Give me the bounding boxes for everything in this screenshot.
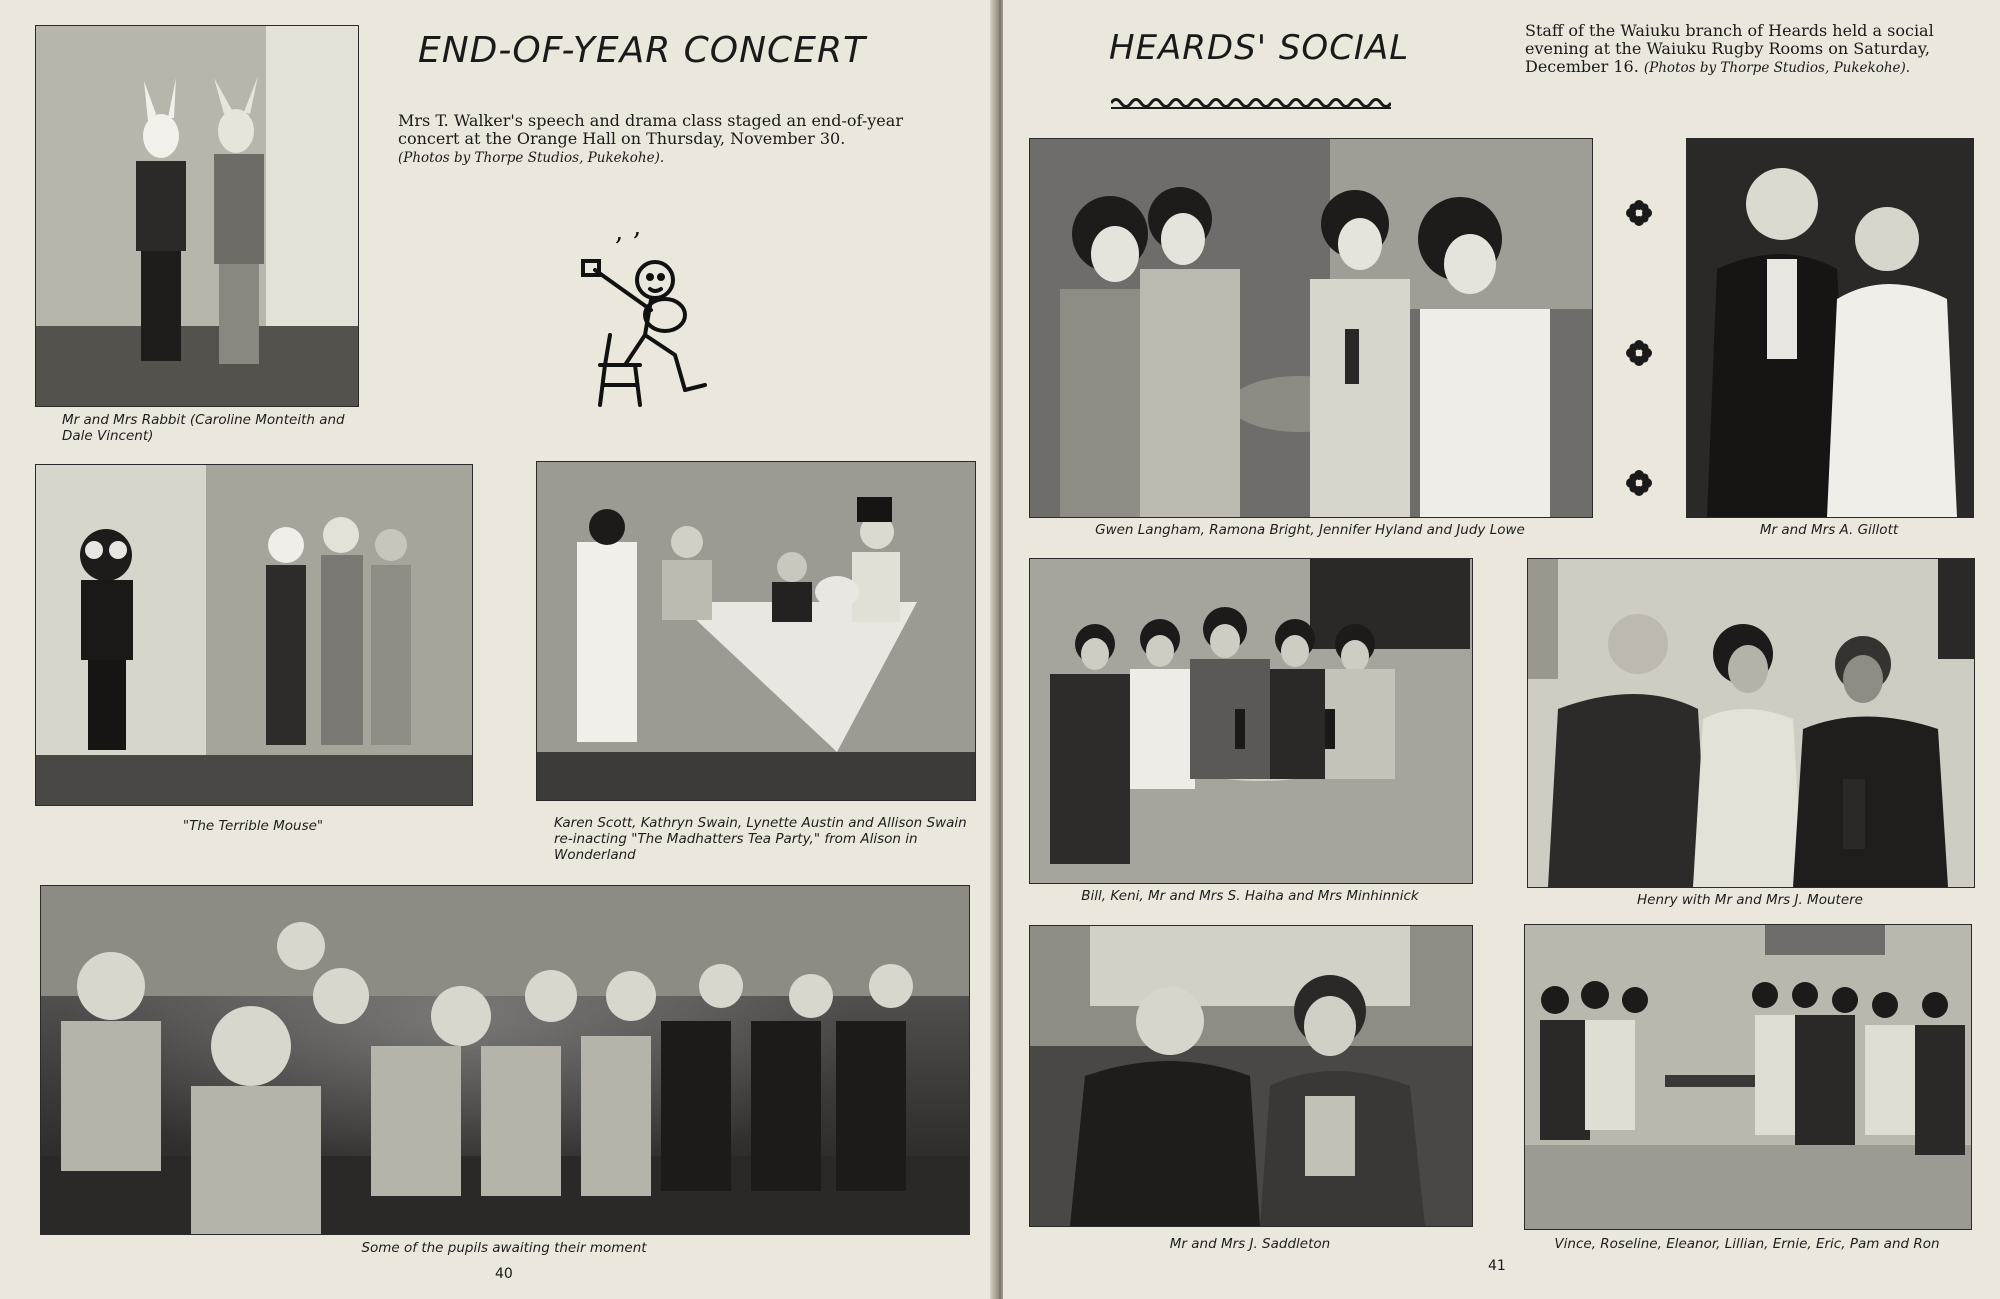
page-title-social: HEARDS' SOCIAL xyxy=(1109,28,1410,68)
intro-text: Mrs T. Walker's speech and drama class staged an end-of-year concert at the Orange Hall on Thursday, November 30. xyxy=(398,111,903,148)
intro-social xyxy=(1525,22,1970,77)
photo-credit: (Photos by Thorpe Studios, Pukekohe). xyxy=(398,150,665,166)
flower-ornament-icon xyxy=(1626,340,1652,366)
caption-group-haiha: Bill, Keni, Mr and Mrs S. Haiha and Mrs Minhinnick xyxy=(1081,888,1419,904)
photo-credit: (Photos by Thorpe Studios, Pukekohe). xyxy=(1643,60,1911,76)
photo-group-women xyxy=(1029,138,1593,518)
flower-ornament-icon xyxy=(1626,200,1652,226)
caption-group-eight: Vince, Roseline, Eleanor, Lillian, Ernie, Eric, Pam and Ron xyxy=(1554,1236,1940,1252)
photo-pupils xyxy=(40,885,970,1235)
page-title-concert: END-OF-YEAR CONCERT xyxy=(418,30,866,71)
banjo-player-illustration xyxy=(555,215,715,415)
intro-text: Staff of the Waiuku branch of Heards held a social evening at the Waiuku Rugby Rooms on Saturday, December 16. xyxy=(1525,21,1934,76)
right-page xyxy=(1003,0,2000,1299)
photo-group-eight xyxy=(1524,924,1972,1230)
svg-text:,: , xyxy=(633,215,642,242)
photo-tea-party xyxy=(536,461,976,801)
photo-group-haiha xyxy=(1029,558,1473,884)
caption-pupils: Some of the pupils awaiting their moment xyxy=(361,1240,647,1256)
caption-group-women: Gwen Langham, Ramona Bright, Jennifer Hyland and Judy Lowe xyxy=(1095,522,1525,538)
page-number-left: 40 xyxy=(495,1266,513,1282)
svg-text:,: , xyxy=(615,217,624,247)
caption-gillott: Mr and Mrs A. Gillott xyxy=(1759,522,1899,538)
photo-moutere xyxy=(1527,558,1975,888)
caption-terrible-mouse: "The Terrible Mouse" xyxy=(182,818,324,834)
title-underline-ornament xyxy=(1111,96,1391,110)
caption-tea-party: Karen Scott, Kathryn Swain, Lynette Austin and Allison Swain re-inacting "The Madhatters Tea Party," from Alison in Wonderland xyxy=(554,815,967,863)
caption-moutere: Henry with Mr and Mrs J. Moutere xyxy=(1637,892,1863,908)
photo-rabbits xyxy=(35,25,359,407)
caption-rabbits: Mr and Mrs Rabbit (Caroline Monteith and Dale Vincent) xyxy=(62,412,345,444)
photo-saddleton xyxy=(1029,925,1473,1227)
flower-ornament-icon xyxy=(1626,470,1652,496)
intro-concert xyxy=(398,112,918,167)
page-number-right: 41 xyxy=(1488,1258,1506,1274)
left-page xyxy=(0,0,997,1299)
photo-terrible-mouse xyxy=(35,464,473,806)
photo-gillott xyxy=(1686,138,1974,518)
caption-saddleton: Mr and Mrs J. Saddleton xyxy=(1169,1236,1331,1252)
